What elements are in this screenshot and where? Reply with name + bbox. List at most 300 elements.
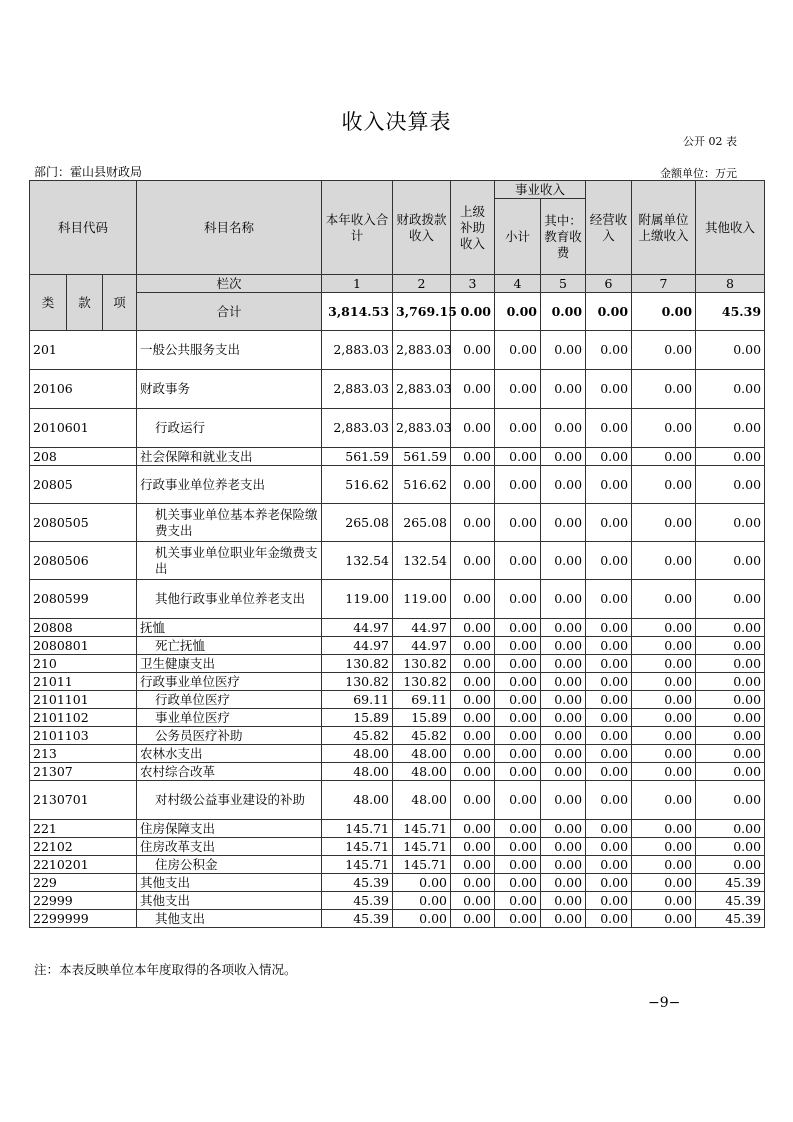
row-value-c7: 0.00	[632, 745, 696, 763]
row-name: 机关事业单位职业年金缴费支出	[137, 542, 322, 580]
table-row	[30, 709, 765, 727]
row-value-c2: 119.00	[393, 580, 451, 619]
total-c8: 45.39	[696, 293, 765, 331]
row-value-c7: 0.00	[632, 838, 696, 856]
row-value-c8: 0.00	[696, 409, 765, 448]
row-value-c3: 0.00	[451, 838, 495, 856]
row-value-c1: 132.54	[322, 542, 393, 580]
row-value-c1: 48.00	[322, 763, 393, 781]
row-value-c8: 0.00	[696, 763, 765, 781]
row-value-c2: 45.82	[393, 727, 451, 745]
row-value-c1: 145.71	[322, 820, 393, 838]
row-value-c4: 0.00	[495, 619, 541, 637]
table-row	[30, 331, 765, 370]
row-value-c3: 0.00	[451, 781, 495, 820]
row-value-c3: 0.00	[451, 820, 495, 838]
row-value-c3: 0.00	[451, 409, 495, 448]
row-value-c8: 45.39	[696, 910, 765, 928]
row-value-c7: 0.00	[632, 655, 696, 673]
row-code: 2101103	[30, 727, 137, 745]
table-row	[30, 781, 765, 820]
page-number: −9−	[648, 995, 681, 1011]
row-value-c3: 0.00	[451, 580, 495, 619]
row-name: 机关事业单位基本养老保险缴费支出	[137, 504, 322, 542]
table-row	[30, 691, 765, 709]
row-value-c7: 0.00	[632, 448, 696, 466]
row-value-c1: 516.62	[322, 466, 393, 504]
row-code: 21307	[30, 763, 137, 781]
table-row	[30, 466, 765, 504]
row-value-c7: 0.00	[632, 709, 696, 727]
row-value-c6: 0.00	[586, 504, 632, 542]
row-value-c6: 0.00	[586, 542, 632, 580]
row-value-c7: 0.00	[632, 504, 696, 542]
table-row	[30, 820, 765, 838]
row-value-c5: 0.00	[541, 409, 586, 448]
row-value-c8: 0.00	[696, 745, 765, 763]
row-code: 20808	[30, 619, 137, 637]
row-value-c5: 0.00	[541, 856, 586, 874]
row-code: 2080506	[30, 542, 137, 580]
row-value-c4: 0.00	[495, 331, 541, 370]
row-value-c3: 0.00	[451, 709, 495, 727]
total-row	[30, 293, 765, 331]
row-value-c4: 0.00	[495, 820, 541, 838]
row-value-c4: 0.00	[495, 892, 541, 910]
row-value-c5: 0.00	[541, 542, 586, 580]
row-code: 2080505	[30, 504, 137, 542]
row-value-c3: 0.00	[451, 542, 495, 580]
row-value-c4: 0.00	[495, 673, 541, 691]
row-value-c4: 0.00	[495, 370, 541, 409]
table-row	[30, 637, 765, 655]
row-value-c1: 130.82	[322, 655, 393, 673]
row-value-c1: 561.59	[322, 448, 393, 466]
row-value-c4: 0.00	[495, 727, 541, 745]
row-value-c1: 48.00	[322, 781, 393, 820]
row-value-c1: 48.00	[322, 745, 393, 763]
row-value-c3: 0.00	[451, 874, 495, 892]
row-value-c2: 130.82	[393, 655, 451, 673]
row-name: 财政事务	[137, 370, 322, 409]
row-code: 2299999	[30, 910, 137, 928]
row-name: 行政事业单位养老支出	[137, 466, 322, 504]
row-code: 208	[30, 448, 137, 466]
row-value-c4: 0.00	[495, 709, 541, 727]
col-number: 7	[632, 275, 696, 293]
table-row	[30, 856, 765, 874]
row-value-c1: 44.97	[322, 637, 393, 655]
col-number: 6	[586, 275, 632, 293]
row-value-c6: 0.00	[586, 331, 632, 370]
row-value-c5: 0.00	[541, 910, 586, 928]
table-row	[30, 619, 765, 637]
row-value-c6: 0.00	[586, 655, 632, 673]
table-row	[30, 448, 765, 466]
row-value-c2: 0.00	[393, 892, 451, 910]
row-code: 20805	[30, 466, 137, 504]
row-value-c1: 2,883.03	[322, 409, 393, 448]
row-name: 一般公共服务支出	[137, 331, 322, 370]
row-value-c2: 145.71	[393, 838, 451, 856]
row-value-c2: 0.00	[393, 910, 451, 928]
row-name: 其他行政事业单位养老支出	[137, 580, 322, 619]
total-label: 合计	[137, 293, 322, 331]
table-row	[30, 673, 765, 691]
row-name: 行政运行	[137, 409, 322, 448]
table-row	[30, 910, 765, 928]
row-code: 2130701	[30, 781, 137, 820]
row-value-c6: 0.00	[586, 820, 632, 838]
row-value-c8: 0.00	[696, 838, 765, 856]
unit-label: 金额单位：万元	[660, 167, 737, 180]
col-number: 3	[451, 275, 495, 293]
col-number: 5	[541, 275, 586, 293]
header-lanci: 栏次	[137, 275, 322, 293]
row-value-c2: 145.71	[393, 820, 451, 838]
total-c6: 0.00	[586, 293, 632, 331]
row-name: 抚恤	[137, 619, 322, 637]
row-value-c2: 69.11	[393, 691, 451, 709]
row-value-c4: 0.00	[495, 637, 541, 655]
col-number: 1	[322, 275, 393, 293]
row-value-c6: 0.00	[586, 874, 632, 892]
header-c6: 经营收入	[586, 181, 632, 275]
row-code: 2101102	[30, 709, 137, 727]
row-value-c5: 0.00	[541, 619, 586, 637]
row-value-c7: 0.00	[632, 763, 696, 781]
row-value-c6: 0.00	[586, 745, 632, 763]
row-code: 20106	[30, 370, 137, 409]
row-value-c4: 0.00	[495, 504, 541, 542]
row-value-c2: 516.62	[393, 466, 451, 504]
row-value-c3: 0.00	[451, 691, 495, 709]
row-value-c2: 48.00	[393, 745, 451, 763]
row-value-c6: 0.00	[586, 727, 632, 745]
total-c3: 0.00	[451, 293, 495, 331]
row-value-c2: 0.00	[393, 874, 451, 892]
row-value-c4: 0.00	[495, 691, 541, 709]
row-value-c4: 0.00	[495, 745, 541, 763]
row-code: 2010601	[30, 409, 137, 448]
row-value-c5: 0.00	[541, 580, 586, 619]
row-value-c3: 0.00	[451, 745, 495, 763]
row-name: 行政事业单位医疗	[137, 673, 322, 691]
row-value-c3: 0.00	[451, 637, 495, 655]
row-code: 221	[30, 820, 137, 838]
row-value-c3: 0.00	[451, 727, 495, 745]
row-value-c3: 0.00	[451, 370, 495, 409]
row-value-c6: 0.00	[586, 781, 632, 820]
row-value-c4: 0.00	[495, 781, 541, 820]
row-value-c1: 145.71	[322, 856, 393, 874]
row-value-c6: 0.00	[586, 619, 632, 637]
row-value-c5: 0.00	[541, 673, 586, 691]
row-code: 210	[30, 655, 137, 673]
row-value-c3: 0.00	[451, 910, 495, 928]
row-value-c7: 0.00	[632, 874, 696, 892]
row-value-c3: 0.00	[451, 504, 495, 542]
row-value-c5: 0.00	[541, 838, 586, 856]
department-label: 部门：霍山县财政局	[34, 165, 143, 179]
row-value-c5: 0.00	[541, 874, 586, 892]
row-value-c7: 0.00	[632, 331, 696, 370]
row-value-c2: 44.97	[393, 619, 451, 637]
table-row	[30, 370, 765, 409]
row-value-c2: 265.08	[393, 504, 451, 542]
row-value-c6: 0.00	[586, 838, 632, 856]
row-code: 2080599	[30, 580, 137, 619]
row-value-c5: 0.00	[541, 448, 586, 466]
row-value-c4: 0.00	[495, 580, 541, 619]
table-row	[30, 542, 765, 580]
row-value-c8: 0.00	[696, 504, 765, 542]
row-value-c4: 0.00	[495, 409, 541, 448]
row-value-c7: 0.00	[632, 542, 696, 580]
row-value-c8: 0.00	[696, 370, 765, 409]
row-value-c5: 0.00	[541, 763, 586, 781]
header-c3: 上级补助收入	[451, 181, 495, 275]
header-shiye: 事业收入	[495, 181, 586, 199]
row-value-c1: 130.82	[322, 673, 393, 691]
row-code: 2210201	[30, 856, 137, 874]
row-value-c6: 0.00	[586, 580, 632, 619]
row-value-c6: 0.00	[586, 466, 632, 504]
row-value-c8: 0.00	[696, 655, 765, 673]
row-value-c2: 561.59	[393, 448, 451, 466]
row-value-c6: 0.00	[586, 856, 632, 874]
row-value-c1: 45.39	[322, 874, 393, 892]
row-name: 农村综合改革	[137, 763, 322, 781]
row-value-c1: 119.00	[322, 580, 393, 619]
row-value-c5: 0.00	[541, 709, 586, 727]
row-value-c4: 0.00	[495, 655, 541, 673]
row-value-c8: 0.00	[696, 619, 765, 637]
row-value-c7: 0.00	[632, 910, 696, 928]
row-value-c1: 2,883.03	[322, 331, 393, 370]
row-value-c3: 0.00	[451, 892, 495, 910]
row-value-c1: 44.97	[322, 619, 393, 637]
col-number: 2	[393, 275, 451, 293]
row-value-c1: 2,883.03	[322, 370, 393, 409]
row-value-c8: 0.00	[696, 673, 765, 691]
footnote: 注：本表反映单位本年度取得的各项收入情况。	[34, 962, 297, 977]
row-value-c4: 0.00	[495, 763, 541, 781]
row-value-c5: 0.00	[541, 691, 586, 709]
row-value-c4: 0.00	[495, 448, 541, 466]
row-value-c5: 0.00	[541, 466, 586, 504]
income-statement-table	[29, 180, 765, 928]
row-value-c8: 0.00	[696, 637, 765, 655]
row-name: 住房改革支出	[137, 838, 322, 856]
row-value-c2: 2,883.03	[393, 370, 451, 409]
row-value-c4: 0.00	[495, 542, 541, 580]
table-row	[30, 409, 765, 448]
row-name: 行政单位医疗	[137, 691, 322, 709]
header-c4: 小计	[495, 199, 541, 275]
row-value-c8: 0.00	[696, 727, 765, 745]
row-value-c7: 0.00	[632, 637, 696, 655]
row-name: 其他支出	[137, 874, 322, 892]
row-value-c1: 45.39	[322, 910, 393, 928]
row-value-c1: 45.39	[322, 892, 393, 910]
row-value-c3: 0.00	[451, 331, 495, 370]
row-name: 事业单位医疗	[137, 709, 322, 727]
row-value-c2: 145.71	[393, 856, 451, 874]
row-value-c1: 45.82	[322, 727, 393, 745]
row-value-c7: 0.00	[632, 580, 696, 619]
row-name: 其他支出	[137, 892, 322, 910]
table-row	[30, 745, 765, 763]
table-row	[30, 892, 765, 910]
row-value-c2: 48.00	[393, 763, 451, 781]
row-value-c5: 0.00	[541, 892, 586, 910]
total-c1: 3,814.53	[322, 293, 393, 331]
row-name: 农林水支出	[137, 745, 322, 763]
row-value-c7: 0.00	[632, 409, 696, 448]
row-value-c7: 0.00	[632, 856, 696, 874]
row-value-c3: 0.00	[451, 763, 495, 781]
row-name: 其他支出	[137, 910, 322, 928]
row-value-c8: 0.00	[696, 466, 765, 504]
row-value-c6: 0.00	[586, 637, 632, 655]
row-value-c7: 0.00	[632, 820, 696, 838]
row-value-c5: 0.00	[541, 655, 586, 673]
row-value-c8: 0.00	[696, 820, 765, 838]
row-value-c2: 48.00	[393, 781, 451, 820]
row-value-c5: 0.00	[541, 504, 586, 542]
row-name: 卫生健康支出	[137, 655, 322, 673]
row-value-c6: 0.00	[586, 673, 632, 691]
row-value-c8: 45.39	[696, 892, 765, 910]
row-value-c1: 265.08	[322, 504, 393, 542]
row-value-c2: 15.89	[393, 709, 451, 727]
row-code: 21011	[30, 673, 137, 691]
total-c2: 3,769.15	[393, 293, 451, 331]
header-c2: 财政拨款收入	[393, 181, 451, 275]
row-name: 住房公积金	[137, 856, 322, 874]
table-row	[30, 838, 765, 856]
row-value-c6: 0.00	[586, 370, 632, 409]
row-value-c2: 132.54	[393, 542, 451, 580]
row-value-c8: 0.00	[696, 331, 765, 370]
row-value-c8: 0.00	[696, 580, 765, 619]
row-value-c2: 2,883.03	[393, 409, 451, 448]
row-value-c6: 0.00	[586, 709, 632, 727]
row-code: 213	[30, 745, 137, 763]
row-value-c4: 0.00	[495, 838, 541, 856]
table-row	[30, 763, 765, 781]
header-kuan: 款	[67, 275, 103, 331]
row-value-c2: 130.82	[393, 673, 451, 691]
row-value-c8: 0.00	[696, 781, 765, 820]
total-c5: 0.00	[541, 293, 586, 331]
row-name: 对村级公益事业建设的补助	[137, 781, 322, 820]
table-row	[30, 727, 765, 745]
row-value-c4: 0.00	[495, 856, 541, 874]
row-value-c6: 0.00	[586, 763, 632, 781]
row-value-c5: 0.00	[541, 370, 586, 409]
row-value-c7: 0.00	[632, 727, 696, 745]
row-value-c6: 0.00	[586, 892, 632, 910]
row-value-c3: 0.00	[451, 466, 495, 504]
row-code: 22102	[30, 838, 137, 856]
row-name: 社会保障和就业支出	[137, 448, 322, 466]
row-value-c4: 0.00	[495, 910, 541, 928]
row-value-c5: 0.00	[541, 820, 586, 838]
row-value-c8: 0.00	[696, 448, 765, 466]
row-code: 229	[30, 874, 137, 892]
total-c7: 0.00	[632, 293, 696, 331]
row-value-c6: 0.00	[586, 409, 632, 448]
row-code: 2080801	[30, 637, 137, 655]
form-number: 公开 02 表	[683, 135, 737, 148]
row-value-c8: 0.00	[696, 856, 765, 874]
col-number: 8	[696, 275, 765, 293]
row-value-c8: 45.39	[696, 874, 765, 892]
row-name: 住房保障支出	[137, 820, 322, 838]
row-value-c5: 0.00	[541, 781, 586, 820]
row-value-c7: 0.00	[632, 619, 696, 637]
table-row	[30, 580, 765, 619]
row-code: 22999	[30, 892, 137, 910]
row-value-c6: 0.00	[586, 691, 632, 709]
header-lei: 类	[30, 275, 67, 331]
header-c7: 附属单位上缴收入	[632, 181, 696, 275]
row-code: 2101101	[30, 691, 137, 709]
row-value-c3: 0.00	[451, 655, 495, 673]
page-title: 收入决算表	[341, 110, 452, 134]
row-value-c5: 0.00	[541, 637, 586, 655]
table-row	[30, 504, 765, 542]
row-value-c3: 0.00	[451, 856, 495, 874]
header-c1: 本年收入合计	[322, 181, 393, 275]
row-value-c1: 15.89	[322, 709, 393, 727]
header-c8: 其他收入	[696, 181, 765, 275]
row-value-c4: 0.00	[495, 466, 541, 504]
row-value-c7: 0.00	[632, 673, 696, 691]
header-name: 科目名称	[137, 181, 322, 275]
row-value-c2: 2,883.03	[393, 331, 451, 370]
row-value-c7: 0.00	[632, 370, 696, 409]
table-row	[30, 655, 765, 673]
row-value-c5: 0.00	[541, 727, 586, 745]
table-row	[30, 874, 765, 892]
total-c4: 0.00	[495, 293, 541, 331]
row-code: 201	[30, 331, 137, 370]
row-value-c7: 0.00	[632, 466, 696, 504]
header-c5: 其中：教育收费	[541, 199, 586, 275]
row-name: 公务员医疗补助	[137, 727, 322, 745]
row-value-c8: 0.00	[696, 709, 765, 727]
header-xiang: 项	[103, 275, 137, 331]
row-value-c5: 0.00	[541, 331, 586, 370]
row-value-c8: 0.00	[696, 542, 765, 580]
row-value-c4: 0.00	[495, 874, 541, 892]
row-value-c8: 0.00	[696, 691, 765, 709]
row-value-c5: 0.00	[541, 745, 586, 763]
row-value-c6: 0.00	[586, 910, 632, 928]
row-name: 死亡抚恤	[137, 637, 322, 655]
row-value-c3: 0.00	[451, 673, 495, 691]
row-value-c1: 69.11	[322, 691, 393, 709]
row-value-c2: 44.97	[393, 637, 451, 655]
row-value-c7: 0.00	[632, 691, 696, 709]
row-value-c6: 0.00	[586, 448, 632, 466]
row-value-c1: 145.71	[322, 838, 393, 856]
row-value-c3: 0.00	[451, 619, 495, 637]
col-number: 4	[495, 275, 541, 293]
